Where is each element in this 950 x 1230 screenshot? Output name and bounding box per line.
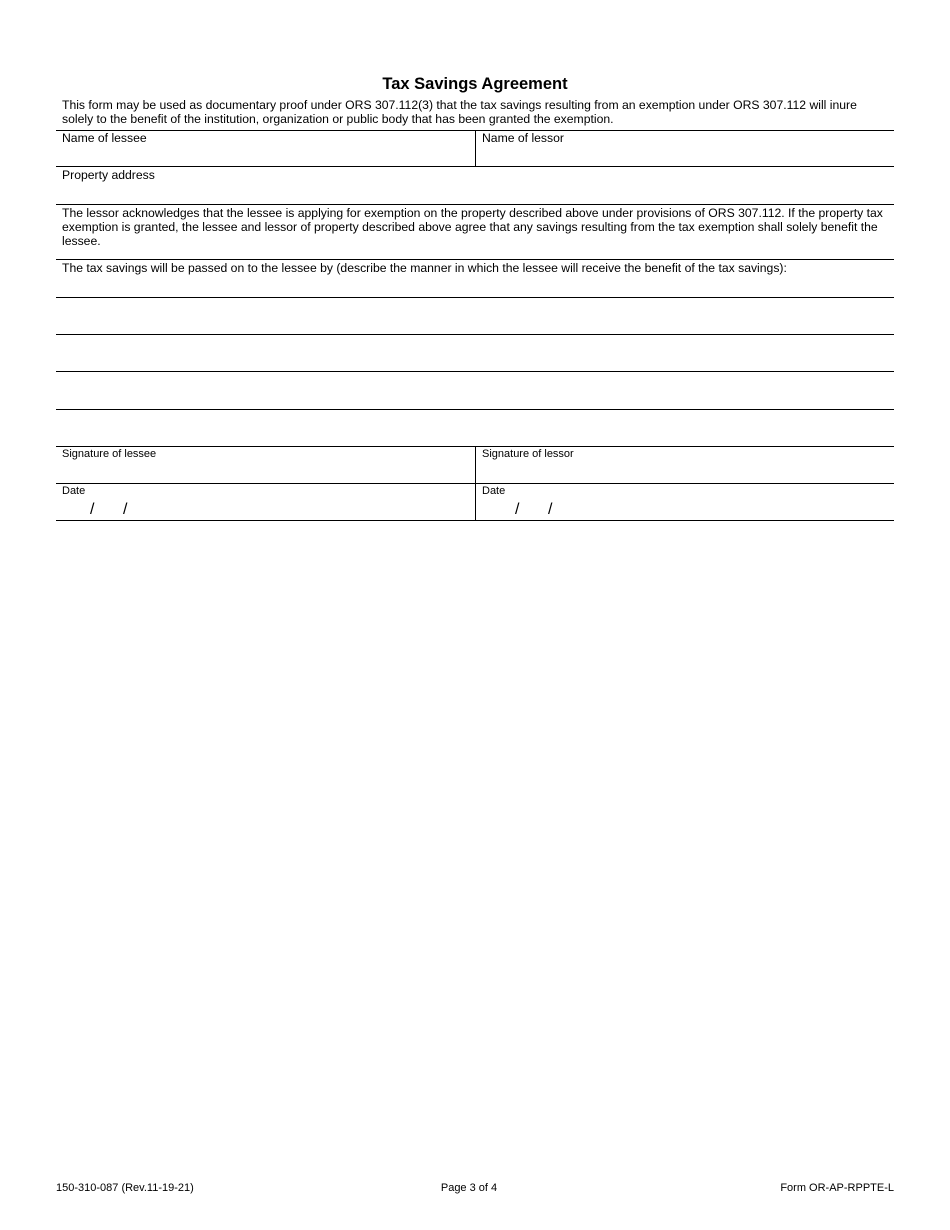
savings-description-line-1[interactable] bbox=[56, 298, 894, 334]
lessee-name-field[interactable] bbox=[56, 145, 474, 165]
divider bbox=[56, 520, 894, 521]
divider bbox=[56, 259, 894, 260]
savings-description-line-2[interactable] bbox=[56, 335, 894, 371]
page-title: Tax Savings Agreement bbox=[382, 75, 568, 93]
lessor-date-label: Date bbox=[482, 485, 506, 497]
lessor-name-label: Name of lessor bbox=[482, 131, 564, 145]
savings-description-line-3[interactable] bbox=[56, 372, 894, 408]
lessee-date-label: Date bbox=[62, 485, 86, 497]
lessee-signature-label: Signature of lessee bbox=[62, 448, 157, 460]
lessor-signature-field[interactable] bbox=[477, 462, 894, 483]
divider bbox=[56, 166, 894, 167]
lessor-name-field[interactable] bbox=[477, 145, 894, 165]
acknowledgment-text: The lessor acknowledges that the lessee is applying for exemption on the property described above under provisions of ORS 307.112. If the property tax exemption is granted, the lessee and lessor of property described above agree that any savings resulting from the tax exemption shall solely benefit the lessee. bbox=[62, 206, 883, 248]
date-separator: / bbox=[90, 501, 95, 518]
lessor-signature-label: Signature of lessor bbox=[482, 448, 574, 460]
savings-description-line-4[interactable] bbox=[56, 410, 894, 446]
form-number: 150-310-087 (Rev.11-19-21) bbox=[56, 1182, 194, 1194]
date-separator: / bbox=[123, 501, 128, 518]
lessee-date-field[interactable] bbox=[56, 498, 474, 519]
form-code: Form OR-AP-RPPTE-L bbox=[780, 1182, 894, 1194]
divider bbox=[56, 483, 894, 484]
intro-text: This form may be used as documentary proof under ORS 307.112(3) that the tax savings resulting from an exemption under ORS 307.112 will inure solely to the benefit of the institution, organization or public body that has been granted the exemption. bbox=[62, 98, 857, 126]
lessee-name-label: Name of lessee bbox=[62, 131, 147, 145]
lessor-date-field[interactable] bbox=[477, 498, 894, 519]
property-address-field[interactable] bbox=[56, 182, 894, 203]
divider bbox=[56, 204, 894, 205]
column-divider bbox=[475, 130, 476, 166]
date-separator: / bbox=[515, 501, 520, 518]
property-address-label: Property address bbox=[62, 168, 155, 182]
form-page bbox=[56, 0, 894, 1230]
savings-prompt: The tax savings will be passed on to the lessee by (describe the manner in which the lessee will receive the benefit of the tax savings): bbox=[62, 261, 787, 275]
date-separator: / bbox=[548, 501, 553, 518]
lessee-signature-field[interactable] bbox=[56, 462, 474, 483]
page-number: Page 3 of 4 bbox=[440, 1182, 498, 1194]
